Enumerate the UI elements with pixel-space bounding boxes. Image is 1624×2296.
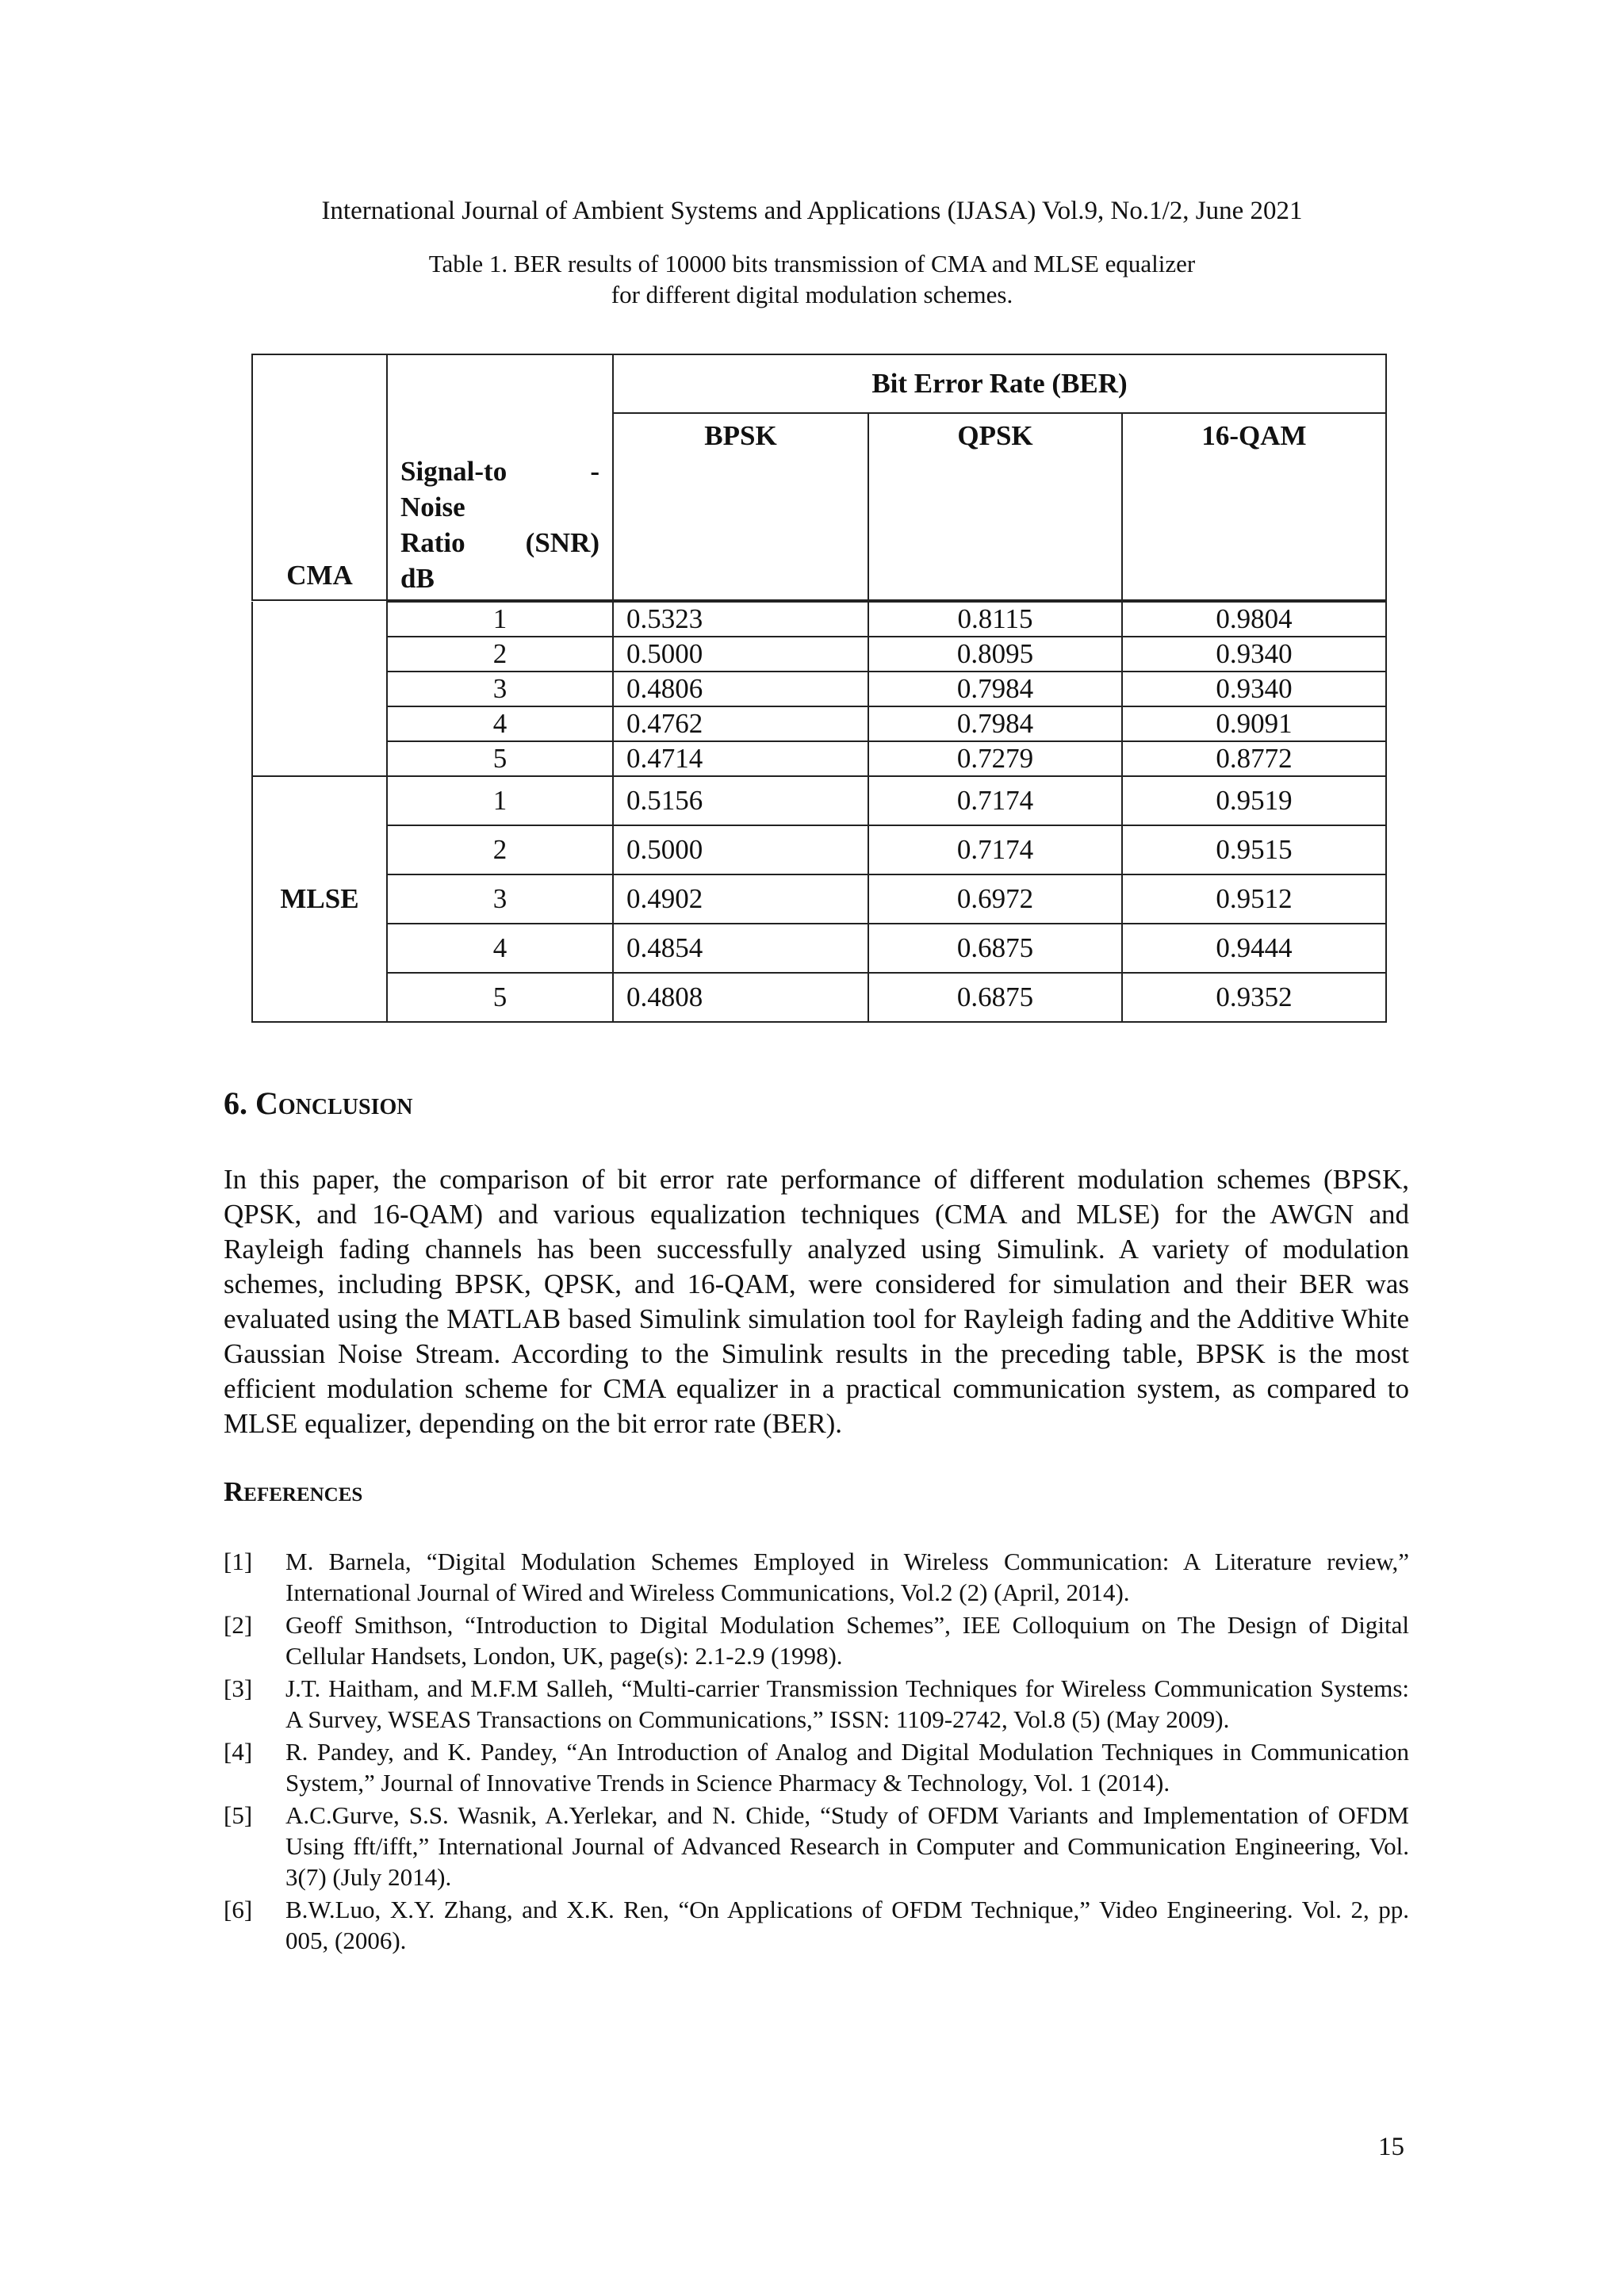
equalizer-cma-continuation [252,602,387,776]
reference-item [224,1800,1409,1892]
ber-results-body [251,601,1387,1023]
ber-16qam-cell: 0.9519 [1122,776,1386,825]
table-row [252,973,1386,1022]
snr-cell: 2 [387,637,613,672]
ber-bpsk-cell: 0.5000 [613,637,868,672]
snr-header-text: (SNR) [525,527,599,558]
reference-number: [2] [224,1611,253,1639]
references-heading: References [224,1476,363,1507]
table-row [252,924,1386,973]
reference-number: [1] [224,1548,253,1575]
ber-qpsk-cell: 0.6875 [868,973,1122,1022]
reference-item [224,1546,1409,1608]
ber-qpsk-cell: 0.6875 [868,924,1122,973]
reference-text: J.T. Haitham, and M.F.M Salleh, “Multi-carrier Transmission Techniques for Wireless Communication Systems: A Survey, WSEAS Transactions on Communications,” ISSN: 1109-2742, Vol.8 (5) (May 2009). [285,1674,1409,1733]
ber-qpsk-cell: 0.7174 [868,776,1122,825]
snr-header-text: dB [400,563,435,594]
snr-header-text: Noise [400,492,465,522]
reference-item [224,1736,1409,1798]
references-list [224,1546,1409,1957]
ber-qpsk-cell: 0.7984 [868,706,1122,741]
page-number: 15 [1378,2133,1404,2161]
table-caption [0,248,1624,310]
table-row [252,825,1386,874]
ber-16qam-cell: 0.9340 [1122,637,1386,672]
reference-number: [5] [224,1801,253,1829]
snr-cell: 3 [387,672,613,706]
reference-text: R. Pandey, and K. Pandey, “An Introduction of Analog and Digital Modulation Techniques in Communication System,” Journal of Innovative Trends in Science Pharmacy & Technology, Vol. 1 (2014). [285,1738,1409,1797]
ber-header-cell: Bit Error Rate (BER) [613,354,1386,413]
reference-item [224,1609,1409,1671]
table-row [252,706,1386,741]
table-caption-line-1: Table 1. BER results of 10000 bits transmission of CMA and MLSE equalizer [428,250,1196,277]
ber-bpsk-cell: 0.4808 [613,973,868,1022]
reference-item [224,1894,1409,1956]
reference-item [224,1673,1409,1735]
ber-16qam-cell: 0.9091 [1122,706,1386,741]
snr-cell: 5 [387,741,613,776]
table-row [252,741,1386,776]
ber-bpsk-cell: 0.4806 [613,672,868,706]
ber-bpsk-cell: 0.5156 [613,776,868,825]
snr-header-text: Signal-to [400,456,508,487]
ber-results-table [251,354,1387,601]
ber-qpsk-cell: 0.8115 [868,602,1122,637]
ber-bpsk-cell: 0.4714 [613,741,868,776]
conclusion-heading: 6. Conclusion [224,1085,413,1121]
table-row [252,874,1386,924]
reference-text: Geoff Smithson, “Introduction to Digital Modulation Schemes”, IEE Colloquium on The Design of Digital Cellular Handsets, London, UK, page(s): 2.1-2.9 (1998). [285,1611,1409,1670]
table-row [252,602,1386,637]
snr-cell: 2 [387,825,613,874]
table-row [252,776,1386,825]
table-row [252,672,1386,706]
ber-bpsk-cell: 0.4762 [613,706,868,741]
ber-16qam-cell: 0.9804 [1122,602,1386,637]
reference-text: A.C.Gurve, S.S. Wasnik, A.Yerlekar, and N. Chide, “Study of OFDM Variants and Implementation of OFDM Using fft/ifft,” International Journal of Advanced Research in Computer and Communication Engineering, Vol. 3(7) (July 2014). [285,1801,1409,1891]
ber-bpsk-cell: 0.5000 [613,825,868,874]
ber-bpsk-cell: 0.4854 [613,924,868,973]
table-caption-line-2: for different digital modulation schemes. [611,281,1013,308]
equalizer-mlse-cell: MLSE [252,776,387,1022]
ber-qpsk-cell: 0.7279 [868,741,1122,776]
snr-cell: 3 [387,874,613,924]
reference-number: [6] [224,1896,253,1923]
ber-qpsk-cell: 0.7174 [868,825,1122,874]
conclusion-paragraph: In this paper, the comparison of bit error rate performance of different modulation schemes (BPSK, QPSK, and 16-QAM) and various equalization techniques (CMA and MLSE) for the AWGN and Rayleigh fading channels has been successfully analyzed using Simulink. A variety of modulation schemes, including BPSK, QPSK, and 16-QAM, were considered for simulation and their BER was evaluated using the MATLAB based Simulink simulation tool for Rayleigh fading and the Additive White Gaussian Noise Stream. According to the Simulink results in the preceding table, BPSK is the most efficient modulation scheme for CMA equalizer in a practical communication system, as compared to MLSE equalizer, depending on the bit error rate (BER). [224,1164,1409,1439]
column-header-16qam: 16-QAM [1122,413,1386,600]
ber-16qam-cell: 0.8772 [1122,741,1386,776]
column-header-bpsk: BPSK [613,413,868,600]
ber-qpsk-cell: 0.7984 [868,672,1122,706]
ber-16qam-cell: 0.9340 [1122,672,1386,706]
snr-header-text: - [590,456,599,487]
ber-bpsk-cell: 0.5323 [613,602,868,637]
table-row [252,637,1386,672]
ber-16qam-cell: 0.9352 [1122,973,1386,1022]
snr-cell: 5 [387,973,613,1022]
ber-qpsk-cell: 0.8095 [868,637,1122,672]
snr-header-cell [387,354,613,600]
ber-bpsk-cell: 0.4902 [613,874,868,924]
snr-header-text: Ratio [400,527,465,558]
ber-16qam-cell: 0.9515 [1122,825,1386,874]
snr-cell: 4 [387,706,613,741]
column-header-qpsk: QPSK [868,413,1122,600]
ber-16qam-cell: 0.9444 [1122,924,1386,973]
snr-cell: 1 [387,776,613,825]
equalizer-cma-cell: CMA [252,354,387,600]
reference-text: M. Barnela, “Digital Modulation Schemes Employed in Wireless Communication: A Literature review,” International Journal of Wired and Wireless Communications, Vol.2 (2) (April, 2014). [285,1548,1409,1606]
reference-number: [4] [224,1738,253,1766]
journal-header: International Journal of Ambient Systems and Applications (IJASA) Vol.9, No.1/2, June 2021 [321,197,1303,225]
snr-cell: 4 [387,924,613,973]
reference-text: B.W.Luo, X.Y. Zhang, and X.K. Ren, “On Applications of OFDM Technique,” Video Engineering. Vol. 2, pp. 005, (2006). [285,1896,1409,1954]
snr-cell: 1 [387,602,613,637]
reference-number: [3] [224,1674,253,1702]
ber-qpsk-cell: 0.6972 [868,874,1122,924]
ber-16qam-cell: 0.9512 [1122,874,1386,924]
